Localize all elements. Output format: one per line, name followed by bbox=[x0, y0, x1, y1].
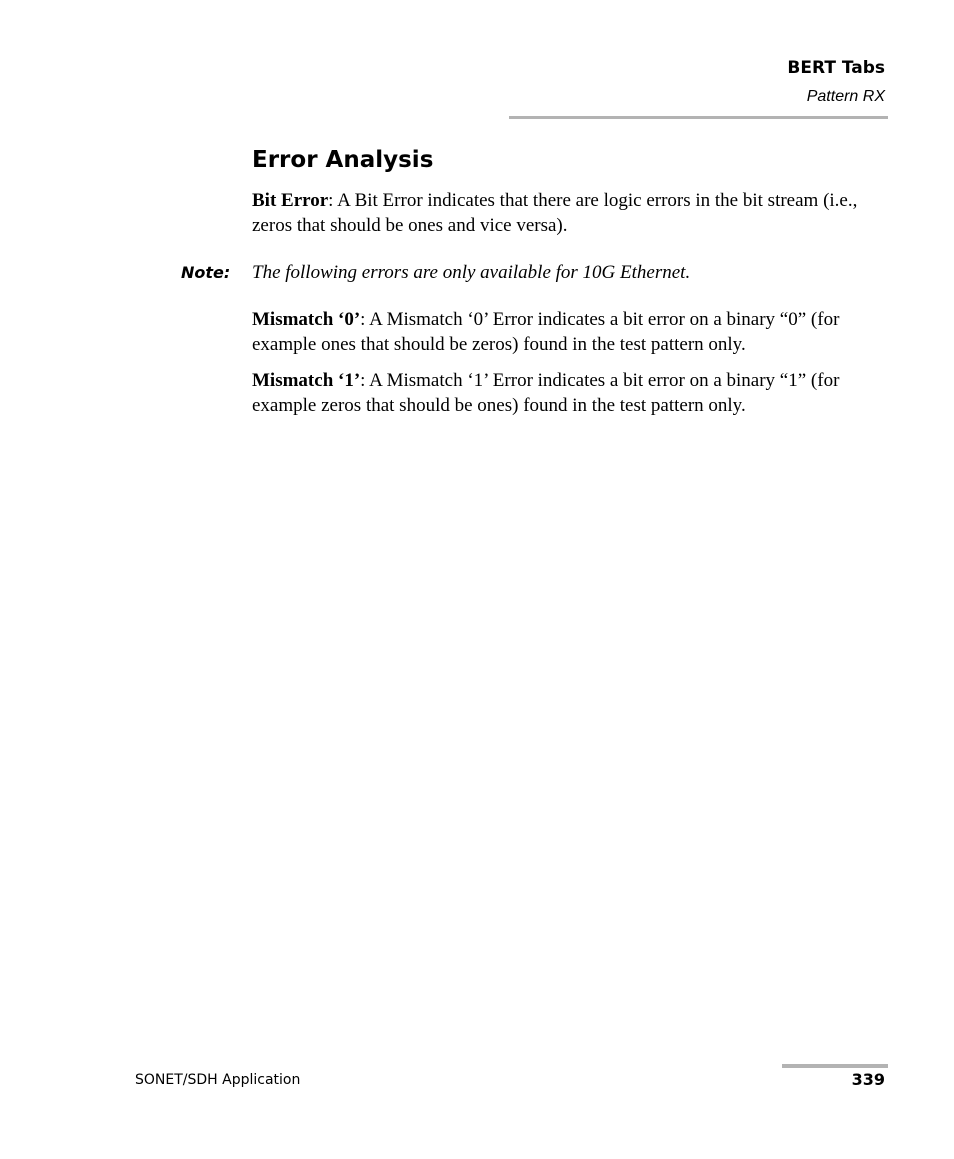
footer-divider bbox=[782, 1064, 888, 1068]
mismatch-1-paragraph bbox=[252, 368, 902, 418]
section-title: Error Analysis bbox=[252, 147, 434, 173]
page-number: 339 bbox=[851, 1070, 885, 1089]
note-text: The following errors are only available for 10G Ethernet. bbox=[252, 262, 691, 283]
bit-error-text: : A Bit Error indicates that there are logic errors in the bit stream (i.e., zeros that should be ones and vice versa). bbox=[252, 190, 858, 236]
note-label: Note: bbox=[181, 263, 231, 282]
running-header-subtitle: Pattern RX bbox=[806, 88, 885, 105]
mismatch-0-paragraph bbox=[252, 307, 902, 357]
mismatch-1-text: : A Mismatch ‘1’ Error indicates a bit error on a binary “1” (for example zeros that should be ones) found in the test pattern only. bbox=[252, 370, 840, 416]
mismatch-0-text: : A Mismatch ‘0’ Error indicates a bit error on a binary “0” (for example ones that should be zeros) found in the test pattern only. bbox=[252, 309, 840, 355]
bit-error-term: Bit Error bbox=[252, 190, 329, 211]
mismatch-0-term: Mismatch ‘0’ bbox=[252, 309, 361, 330]
running-header-title: BERT Tabs bbox=[787, 58, 885, 78]
footer-document-title: SONET/SDH Application bbox=[135, 1072, 301, 1088]
header-divider bbox=[509, 116, 888, 119]
bit-error-paragraph bbox=[252, 188, 902, 238]
mismatch-1-term: Mismatch ‘1’ bbox=[252, 370, 361, 391]
